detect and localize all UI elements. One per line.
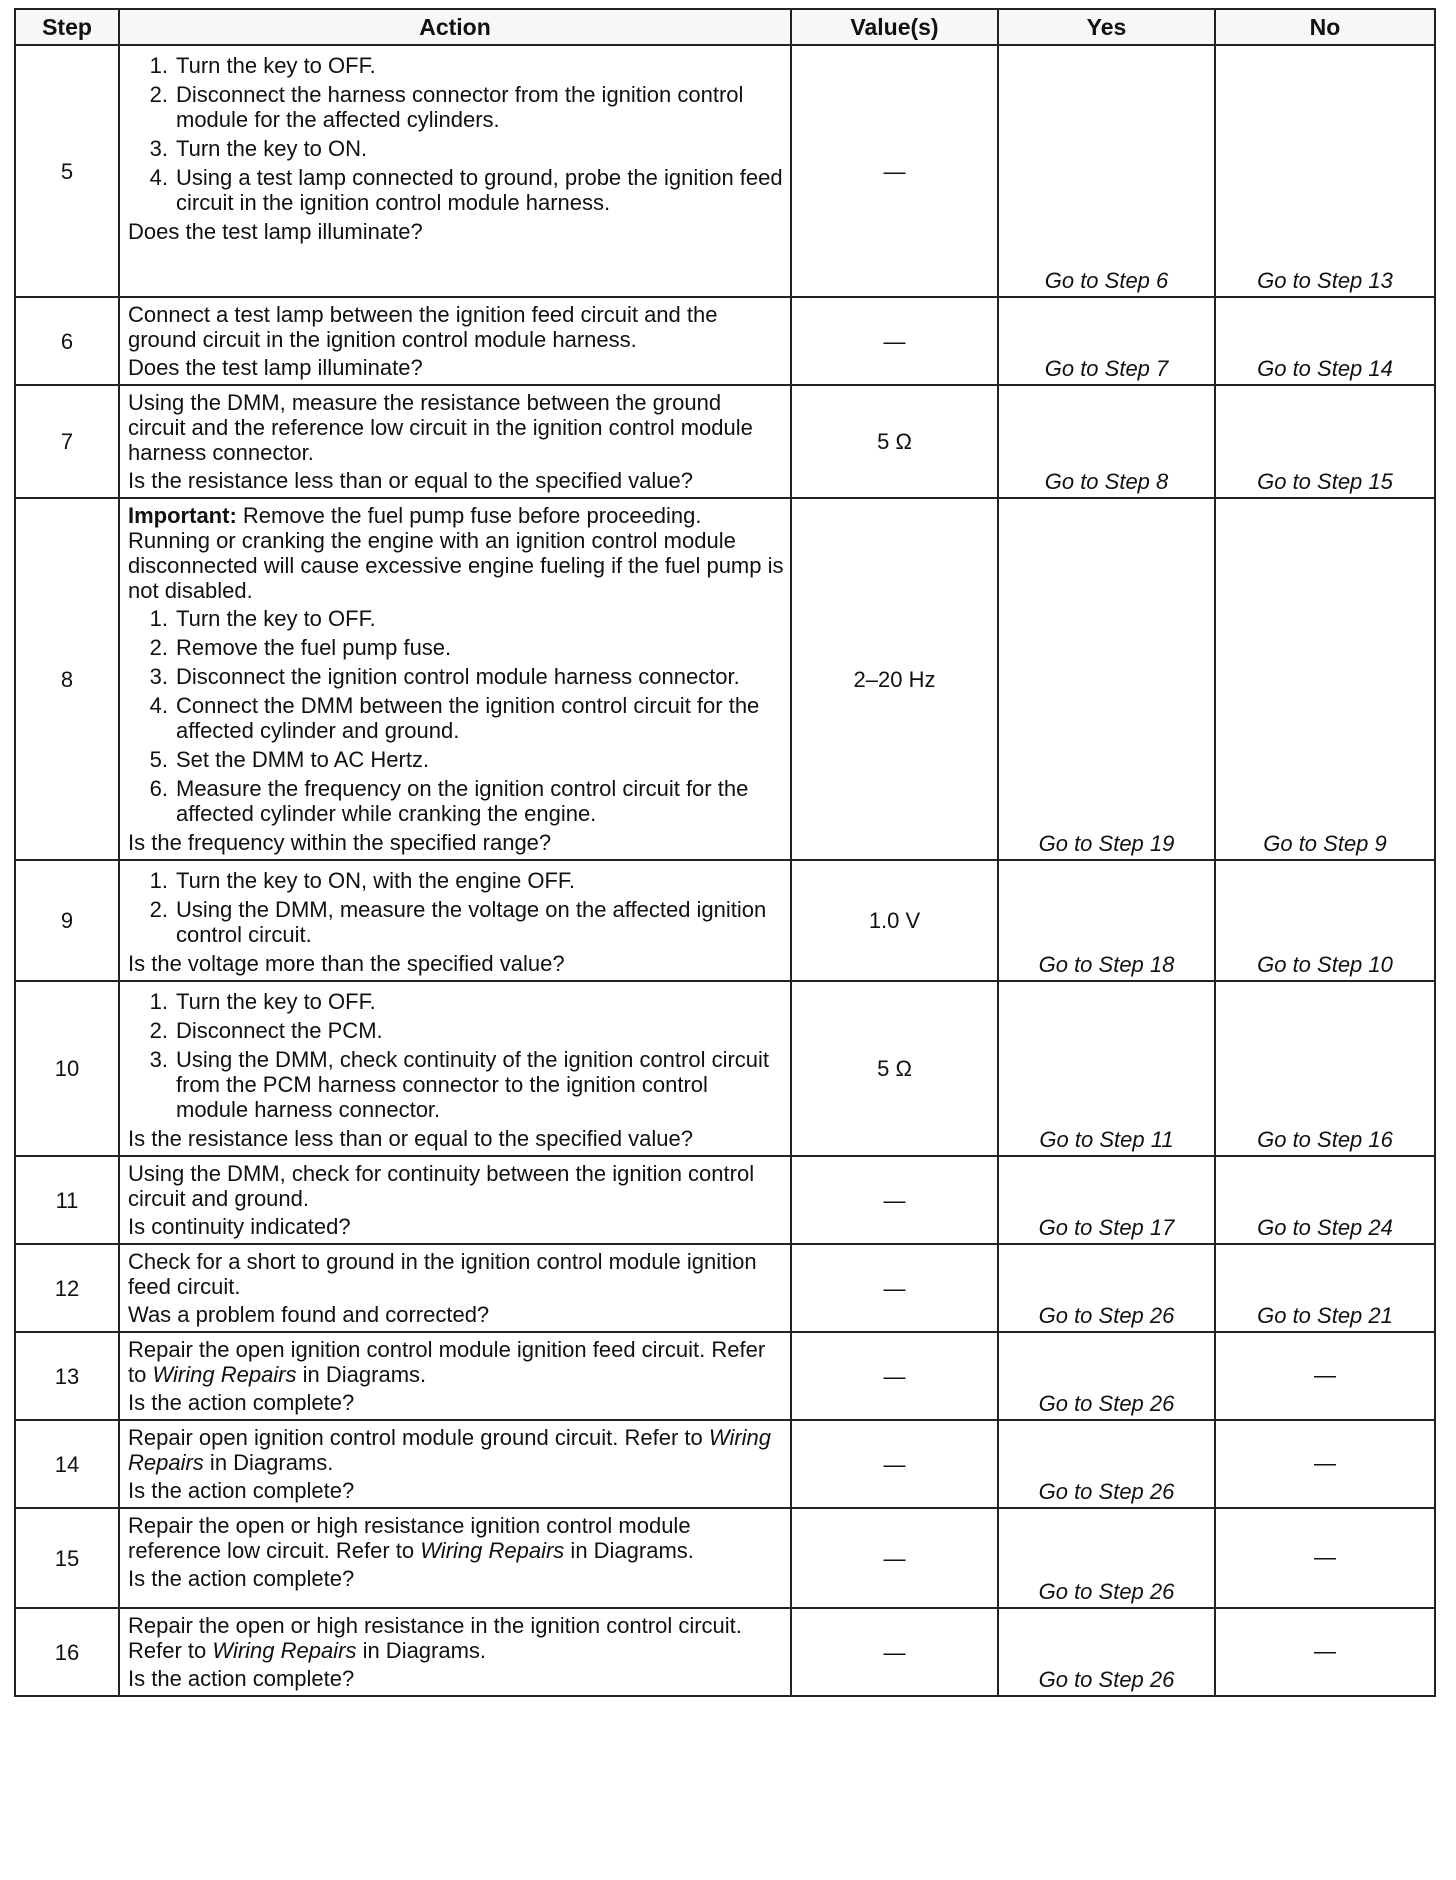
no-goto-link[interactable]: Go to Step 24 [1257, 1215, 1393, 1240]
action-cell [119, 385, 791, 498]
value-cell: — [791, 45, 998, 297]
procedure-step-text: Remove the fuel pump fuse. [176, 635, 452, 660]
yes-cell [998, 385, 1215, 498]
procedure-step-number: 2. [149, 1018, 168, 1043]
action-question: Is continuity indicated? [128, 1214, 351, 1239]
procedure-step [128, 664, 784, 689]
value-cell: — [791, 1420, 998, 1508]
value-cell: — [791, 1608, 998, 1696]
action-question: Was a problem found and corrected? [128, 1302, 490, 1327]
procedure-step-text: Disconnect the PCM. [176, 1018, 383, 1043]
procedure-step-number: 2. [149, 635, 168, 660]
procedure-list [128, 868, 784, 947]
procedure-step-number: 3. [149, 136, 168, 161]
action-text [128, 1337, 784, 1387]
action-text-pre: Repair the open or high resistance ignition control module reference low circuit. Refer to [128, 1513, 691, 1563]
action-cell [119, 981, 791, 1156]
procedure-step-text: Turn the key to ON. [176, 136, 368, 161]
yes-cell [998, 1244, 1215, 1332]
procedure-step-text: Disconnect the harness connector from the ignition control module for the affected cylinders. [176, 82, 744, 132]
action-question: Is the action complete? [128, 1666, 355, 1691]
procedure-list [128, 989, 784, 1122]
value-cell: 2–20 Hz [791, 498, 998, 860]
procedure-step-number: 1. [149, 53, 168, 78]
no-cell [1215, 860, 1435, 981]
procedure-step-number: 1. [149, 606, 168, 631]
value-cell: — [791, 297, 998, 385]
procedure-step-number: 2. [149, 897, 168, 922]
step-number: 11 [15, 1156, 119, 1244]
procedure-step-number: 1. [149, 989, 168, 1014]
no-cell [1215, 981, 1435, 1156]
diagnostic-table-page [14, 8, 1434, 1697]
action-cell [119, 1332, 791, 1420]
step-number: 13 [15, 1332, 119, 1420]
no-cell [1215, 1332, 1435, 1420]
action-cell [119, 45, 791, 297]
action-text: Using the DMM, measure the resistance between the ground circuit and the reference low circuit in the ignition control module harness connector. [128, 390, 753, 465]
table-row [15, 981, 1435, 1156]
yes-goto-link[interactable]: Go to Step 6 [1044, 268, 1169, 293]
table-row [15, 385, 1435, 498]
action-question: Is the action complete? [128, 1566, 355, 1591]
no-goto-link[interactable]: Go to Step 21 [1257, 1303, 1393, 1328]
yes-cell [998, 860, 1215, 981]
procedure-list [128, 606, 784, 826]
action-text [128, 1513, 784, 1563]
procedure-step [128, 136, 784, 161]
action-cell [119, 1244, 791, 1332]
action-cell [119, 1420, 791, 1508]
value-cell: — [791, 1508, 998, 1608]
action-question: Is the action complete? [128, 1478, 355, 1503]
no-cell [1215, 1244, 1435, 1332]
procedure-step-number: 5. [149, 747, 168, 772]
table-row [15, 860, 1435, 981]
action-cell [119, 860, 791, 981]
procedure-step [128, 1047, 784, 1122]
procedure-step-text: Turn the key to ON, with the engine OFF. [176, 868, 576, 893]
value-cell: 5 Ω [791, 981, 998, 1156]
no-cell [1215, 45, 1435, 297]
yes-goto-link[interactable]: Go to Step 26 [1038, 1667, 1175, 1692]
no-goto-link[interactable]: Go to Step 13 [1257, 268, 1393, 293]
procedure-list [128, 53, 784, 215]
yes-cell [998, 1508, 1215, 1608]
action-question: Does the test lamp illuminate? [128, 219, 423, 244]
no-goto-link[interactable]: Go to Step 9 [1263, 831, 1387, 856]
header-yes: Yes [998, 9, 1215, 45]
no-goto-link[interactable]: Go to Step 14 [1257, 356, 1393, 381]
action-question: Is the voltage more than the specified value? [128, 951, 565, 976]
value-cell: — [791, 1244, 998, 1332]
header-values: Value(s) [791, 9, 998, 45]
action-question: Is the frequency within the specified range? [128, 830, 552, 855]
procedure-step-text: Using the DMM, measure the voltage on the affected ignition control circuit. [176, 897, 767, 947]
step-number: 10 [15, 981, 119, 1156]
procedure-step-text: Using the DMM, check continuity of the ignition control circuit from the PCM harness connector to the ignition control module harness connector. [176, 1047, 770, 1122]
procedure-step-text: Turn the key to OFF. [176, 989, 376, 1014]
no-goto-link[interactable]: Go to Step 15 [1257, 469, 1393, 494]
step-number: 12 [15, 1244, 119, 1332]
no-goto-link[interactable]: Go to Step 16 [1257, 1127, 1393, 1152]
procedure-step-number: 3. [149, 1047, 168, 1072]
no-goto-empty: — [1314, 1544, 1336, 1570]
header-row [15, 9, 1435, 45]
procedure-step-text: Using a test lamp connected to ground, probe the ignition feed circuit in the ignition control module harness. [176, 165, 783, 215]
step-number: 15 [15, 1508, 119, 1608]
action-text [128, 1425, 784, 1475]
table-row [15, 1156, 1435, 1244]
action-text-post: in Diagrams. [296, 1362, 427, 1387]
action-question: Is the action complete? [128, 1390, 355, 1415]
value-cell: 5 Ω [791, 385, 998, 498]
action-text-pre: Repair the open ignition control module ignition feed circuit. Refer to [128, 1337, 766, 1387]
procedure-step [128, 53, 784, 78]
procedure-step [128, 776, 784, 826]
action-text-post: in Diagrams. [564, 1538, 694, 1563]
no-cell [1215, 1156, 1435, 1244]
action-cell [119, 498, 791, 860]
procedure-step [128, 989, 784, 1014]
procedure-step-text: Turn the key to OFF. [176, 53, 376, 78]
action-text: Check for a short to ground in the ignition control module ignition feed circuit. [128, 1249, 757, 1299]
yes-cell [998, 1608, 1215, 1696]
no-cell [1215, 1420, 1435, 1508]
procedure-step [128, 606, 784, 631]
no-cell [1215, 297, 1435, 385]
yes-cell [998, 45, 1215, 297]
procedure-step-number: 3. [149, 664, 168, 689]
step-number: 5 [15, 45, 119, 297]
header-action: Action [119, 9, 791, 45]
procedure-step [128, 165, 784, 215]
action-cell [119, 1156, 791, 1244]
yes-goto-link[interactable]: Go to Step 8 [1044, 469, 1169, 494]
step-number: 14 [15, 1420, 119, 1508]
step-number: 9 [15, 860, 119, 981]
no-goto-empty: — [1314, 1450, 1336, 1476]
yes-goto-link[interactable]: Go to Step 7 [1044, 356, 1169, 381]
action-cell [119, 1508, 791, 1608]
no-goto-empty: — [1314, 1362, 1336, 1388]
wiring-repairs-reference: Wiring Repairs [212, 1638, 357, 1663]
yes-goto-link[interactable]: Go to Step 26 [1038, 1391, 1175, 1416]
action-text-post: in Diagrams. [203, 1450, 334, 1475]
table-row [15, 1508, 1435, 1608]
value-cell: — [791, 1332, 998, 1420]
action-question: Is the resistance less than or equal to the specified value? [128, 468, 694, 493]
action-text-pre: Repair open ignition control module ground circuit. Refer to [128, 1425, 709, 1450]
action-question: Does the test lamp illuminate? [128, 355, 423, 380]
yes-goto-link[interactable]: Go to Step 18 [1038, 952, 1175, 977]
yes-goto-link[interactable]: Go to Step 19 [1038, 831, 1175, 856]
no-goto-link[interactable]: Go to Step 10 [1257, 952, 1393, 977]
no-cell [1215, 385, 1435, 498]
action-text-pre: Repair the open or high resistance in the ignition control circuit. Refer to [128, 1613, 742, 1663]
no-cell [1215, 1508, 1435, 1608]
yes-goto-link[interactable]: Go to Step 26 [1038, 1479, 1175, 1504]
no-goto-empty: — [1314, 1638, 1336, 1664]
action-question: Is the resistance less than or equal to the specified value? [128, 1126, 694, 1151]
step-number: 16 [15, 1608, 119, 1696]
table-row [15, 1244, 1435, 1332]
procedure-step-number: 2. [149, 82, 168, 107]
action-text: Using the DMM, check for continuity between the ignition control circuit and ground. [128, 1161, 755, 1211]
procedure-step [128, 1018, 784, 1043]
yes-cell [998, 1332, 1215, 1420]
yes-goto-link[interactable]: Go to Step 11 [1039, 1127, 1174, 1152]
procedure-step [128, 868, 784, 893]
action-text: Connect a test lamp between the ignition feed circuit and the ground circuit in the ignition control module harness. [128, 302, 718, 352]
procedure-step-number: 4. [149, 693, 168, 718]
important-text: Remove the fuel pump fuse before proceeding. Running or cranking the engine with an ignition control module disconnected will cause excessive engine fueling if the fuel pump is not disabled. [128, 503, 784, 603]
yes-goto-link[interactable]: Go to Step 26 [1038, 1303, 1175, 1328]
procedure-step-number: 1. [149, 868, 168, 893]
header-step: Step [15, 9, 119, 45]
yes-cell [998, 1156, 1215, 1244]
yes-cell [998, 981, 1215, 1156]
yes-goto-link[interactable]: Go to Step 17 [1038, 1215, 1175, 1240]
yes-cell [998, 297, 1215, 385]
wiring-repairs-reference: Wiring Repairs [420, 1538, 565, 1563]
diagnostic-table [14, 8, 1436, 1697]
yes-goto-link[interactable]: Go to Step 26 [1038, 1579, 1175, 1604]
action-cell [119, 1608, 791, 1696]
no-cell [1215, 1608, 1435, 1696]
procedure-step-text: Connect the DMM between the ignition control circuit for the affected cylinder and ground. [176, 693, 760, 743]
procedure-step [128, 747, 784, 772]
procedure-step-text: Disconnect the ignition control module harness connector. [176, 664, 740, 689]
table-row [15, 1420, 1435, 1508]
no-cell [1215, 498, 1435, 860]
action-cell [119, 297, 791, 385]
procedure-step [128, 82, 784, 132]
procedure-step-number: 4. [149, 165, 168, 190]
step-number: 7 [15, 385, 119, 498]
step-number: 6 [15, 297, 119, 385]
header-no: No [1215, 9, 1435, 45]
action-text-post: in Diagrams. [356, 1638, 487, 1663]
procedure-step-number: 6. [149, 776, 168, 801]
table-row [15, 1608, 1435, 1696]
table-row [15, 297, 1435, 385]
procedure-step-text: Measure the frequency on the ignition control circuit for the affected cylinder while cranking the engine. [176, 776, 749, 826]
wiring-repairs-reference: Wiring Repairs [128, 1425, 772, 1475]
procedure-step-text: Set the DMM to AC Hertz. [176, 747, 430, 772]
table-row [15, 45, 1435, 297]
action-text [128, 1613, 784, 1663]
important-note [128, 503, 784, 603]
table-row [15, 1332, 1435, 1420]
procedure-step [128, 693, 784, 743]
table-row [15, 498, 1435, 860]
procedure-step [128, 897, 784, 947]
value-cell: — [791, 1156, 998, 1244]
yes-cell [998, 498, 1215, 860]
wiring-repairs-reference: Wiring Repairs [152, 1362, 297, 1387]
step-number: 8 [15, 498, 119, 860]
procedure-step-text: Turn the key to OFF. [176, 606, 376, 631]
yes-cell [998, 1420, 1215, 1508]
procedure-step [128, 635, 784, 660]
value-cell: 1.0 V [791, 860, 998, 981]
important-label: Important: [128, 503, 237, 528]
